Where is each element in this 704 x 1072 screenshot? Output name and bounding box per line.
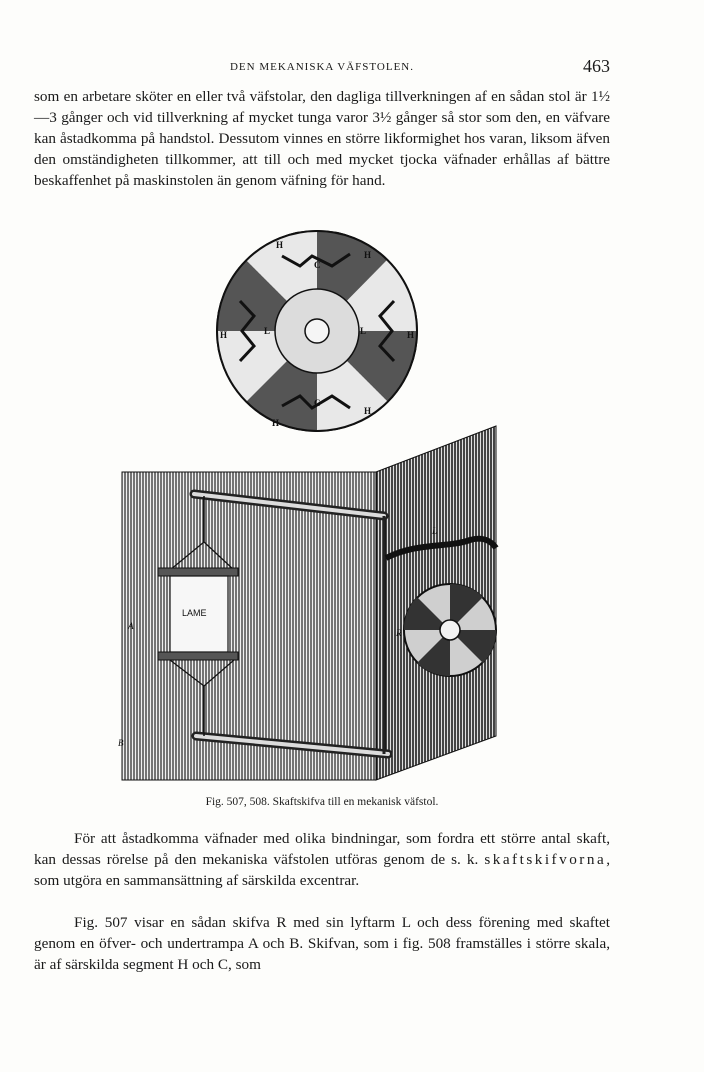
paragraph-2: [34, 828, 610, 891]
label-C-bottom: C: [314, 398, 321, 408]
label-C-top: C: [314, 260, 321, 270]
running-head: DEN MEKANISKA VÄFSTOLEN.: [229, 61, 415, 73]
label-L-right: L: [360, 326, 367, 336]
paragraph-1: som en arbetare sköter en eller två väfstolar, den dagliga tillverkningen af en sådan stol är 1½—3 gånger och vid tillverkning af mycket tunga varor 3½ gånger så stor som den, en väfvare kan åstadkomma på handstol. Dessutom vinnes en större likformighet hos varan, liksom äfven den omständigheten tillkommer, att till och med mycket tjocka väfnader erhållas af bättre beskaffenhet på maskinstolen än genom väfning för hand.: [34, 88, 610, 189]
lame-label: LAME: [182, 608, 207, 618]
paragraph-3: Fig. 507 visar en sådan skifva R med sin lyftarm L och dess förening med skaftet genom en öfver- och undertrampa A och B. Skifvan, som i fig. 508 framställes i större skala, är af särskilda segment H och C, som: [34, 914, 610, 973]
label-A-lever: A: [128, 621, 134, 631]
figure-caption: Fig. 507, 508. Skaftskifva till en mekanisk väfstol.: [205, 796, 439, 808]
paragraph-2-after: , som utgöra en sammansättning af särskilda excentrar.: [34, 851, 610, 889]
label-L-arm: L: [432, 526, 438, 536]
label-B-lever: B: [118, 738, 124, 748]
label-H-bottom: H: [272, 418, 280, 428]
paragraph-2-before: För att åstadkomma väfnader med olika bindningar, som fordra ett större antal skaft, kan dessas rörelse på den mekaniska väfstolen utföras genom de s. k.: [34, 830, 610, 868]
page-header: [34, 56, 610, 78]
figure-508-loom-mechanism: [118, 424, 518, 784]
label-H-right: H: [407, 330, 415, 340]
figure-507-shaft-disc: [212, 226, 422, 436]
disc-R: [404, 584, 496, 676]
label-R-disc: R: [396, 628, 402, 638]
page-number: 463: [583, 56, 610, 76]
term-skaftskifvorna: skaftskifvorna: [484, 851, 607, 868]
label-H-bottom-right: H: [364, 406, 372, 416]
label-L-left: L: [264, 326, 271, 336]
label-H-top-right: H: [364, 250, 372, 260]
label-H-top: H: [276, 240, 284, 250]
label-H-left: H: [220, 330, 228, 340]
